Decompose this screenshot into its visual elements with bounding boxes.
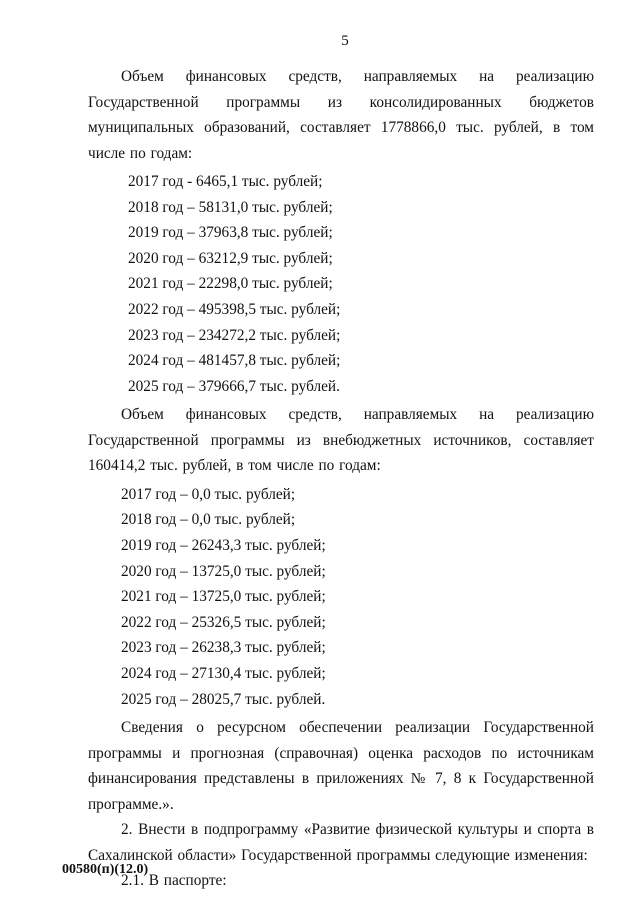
document-body: [88, 64, 594, 894]
year-line: 2018 год – 0,0 тыс. рублей;: [121, 511, 296, 529]
year-line: 2021 год – 22298,0 тыс. рублей;: [128, 275, 333, 293]
year-line: 2023 год – 26238,3 тыс. рублей;: [121, 639, 326, 657]
document-code: 00580(п)(12.0): [62, 862, 149, 877]
year-line: 2023 год – 234272,2 тыс. рублей;: [128, 326, 341, 344]
year-line: 2020 год – 63212,9 тыс. рублей;: [128, 249, 333, 267]
year-line: 2019 год – 37963,8 тыс. рублей;: [128, 224, 333, 242]
year-line: 2022 год – 495398,5 тыс. рублей;: [128, 300, 341, 318]
year-line: 2024 год – 481457,8 тыс. рублей;: [128, 352, 341, 370]
year-line: 2017 год - 6465,1 тыс. рублей;: [128, 173, 323, 190]
year-line: 2021 год – 13725,0 тыс. рублей;: [121, 588, 326, 606]
paragraph-in-passport: 2.1. В паспорте:: [121, 872, 227, 890]
paragraph-resource-information: Сведения о ресурсном обеспечении реализации Государственной программы и прогнозная (справочная) оценка расходов по источникам финансирования представлены в приложениях № 7, 8 к Государственной программе.».: [88, 719, 594, 813]
paragraph-consolidated-budgets: Объем финансовых средств, направляемых на реализацию Государственной программы из консолидированных бюджетов муниципальных образований, составляет 1778866,0 тыс. рублей, в том числе по годам:: [88, 68, 594, 162]
year-line: 2019 год – 26243,3 тыс. рублей;: [121, 537, 326, 555]
year-line: 2024 год – 27130,4 тыс. рублей;: [121, 665, 326, 682]
paragraph-subprogram-amendments: 2. Внести в подпрограмму «Развитие физической культуры и спорта в Сахалинской области» Государственной программы следующие изменения:: [88, 821, 594, 864]
year-line: 2022 год – 25326,5 тыс. рублей;: [121, 613, 326, 631]
paragraph-extrabudgetary-sources: Объем финансовых средств, направляемых на реализацию Государственной программы из внебюджетных источников, составляет 160414,2 тыс. рублей, в том числе по годам:: [88, 406, 594, 475]
year-line: 2025 год – 379666,7 тыс. рублей.: [128, 377, 340, 395]
year-line: 2018 год – 58131,0 тыс. рублей;: [128, 198, 333, 216]
year-line: 2020 год – 13725,0 тыс. рублей;: [121, 562, 326, 580]
page-number: 5: [341, 33, 349, 49]
year-list-extrabudgetary-sources: [88, 482, 594, 712]
year-line: 2017 год – 0,0 тыс. рублей;: [121, 485, 296, 503]
year-line: 2025 год – 28025,7 тыс. рублей.: [121, 690, 326, 708]
year-list-consolidated-budgets: [88, 169, 594, 399]
